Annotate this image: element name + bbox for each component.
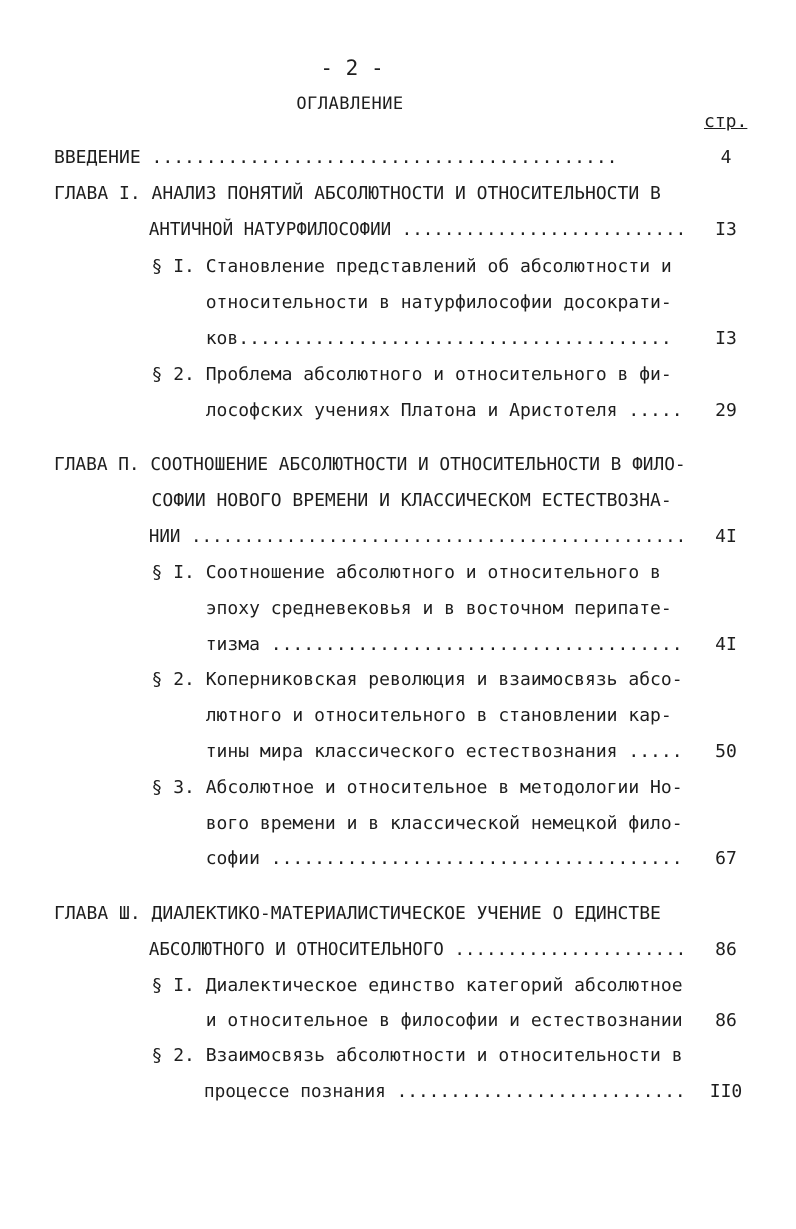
toc-line: НИИ ............................................... xyxy=(54,527,687,547)
toc-line: процессе познания ........................... xyxy=(54,1081,686,1102)
toc-page-number: 86 xyxy=(715,1010,737,1031)
toc-line: и относительное в философии и естествознании xyxy=(54,1010,683,1031)
toc-line: ВВЕДЕНИЕ ........................................... xyxy=(54,147,618,168)
toc-line: лютного и относительного в становлении кар- xyxy=(54,705,672,726)
toc-line: СОФИИ НОВОГО ВРЕМЕНИ И КЛАССИЧЕСКОМ ЕСТЕСТВОЗНА- xyxy=(54,490,672,511)
toc-line: ков........................................ xyxy=(54,328,672,349)
toc-line: § I. Становление представлений об абсолютности и xyxy=(54,256,672,277)
toc-line: вого времени и в классической немецкой фило- xyxy=(54,813,683,834)
toc-line: § 2. Коперниковская революция и взаимосвязь абсо- xyxy=(54,669,683,690)
toc-line: ГЛАВА П. СООТНОШЕНИЕ АБСОЛЮТНОСТИ И ОТНОСИТЕЛЬНОСТИ В ФИЛО- xyxy=(54,454,686,475)
page-number: - 2 - xyxy=(320,56,384,80)
toc-line: ГЛАВА I. АНАЛИЗ ПОНЯТИЙ АБСОЛЮТНОСТИ И ОТНОСИТЕЛЬНОСТИ В xyxy=(54,183,661,204)
toc-line: тизма ...................................... xyxy=(54,634,683,655)
toc-page-number: II0 xyxy=(709,1081,743,1102)
toc-page-number: 4I xyxy=(715,634,737,655)
toc-line: софии ...................................... xyxy=(54,848,683,869)
toc-page-number: I3 xyxy=(715,219,737,240)
toc-line: тины мира классического естествознания ..... xyxy=(54,741,683,762)
toc-heading: ОГЛАВЛЕНИЕ xyxy=(296,94,404,114)
toc-line: АБСОЛЮТНОГО И ОТНОСИТЕЛЬНОГО ...................... xyxy=(54,940,687,960)
toc-line: § 2. Проблема абсолютного и относительного в фи- xyxy=(54,364,672,385)
toc-line: АНТИЧНОЙ НАТУРФИЛОСОФИИ ........................... xyxy=(54,220,687,240)
toc-line: § I. Соотношение абсолютного и относительного в xyxy=(54,562,661,583)
toc-page-number: I3 xyxy=(715,328,737,349)
toc-page-number: 4I xyxy=(715,526,737,547)
toc-line: эпоху средневековья и в восточном перипате- xyxy=(54,598,672,619)
toc-line: лософских учениях Платона и Аристотеля ..... xyxy=(54,400,683,421)
toc-page-number: 29 xyxy=(715,400,737,421)
toc-line: ГЛАВА Ш. ДИАЛЕКТИКО-МАТЕРИАЛИСТИЧЕСКОЕ УЧЕНИЕ О ЕДИНСТВЕ xyxy=(54,903,661,924)
toc-page-number: 86 xyxy=(715,939,737,960)
toc-line: относительности в натурфилософии досократи- xyxy=(54,292,672,313)
toc-page-number: 67 xyxy=(715,848,737,869)
toc-line: § 2. Взаимосвязь абсолютности и относительности в xyxy=(54,1045,683,1066)
toc-line: § 3. Абсолютное и относительное в методологии Но- xyxy=(54,777,683,798)
toc-page-number: 4 xyxy=(720,147,732,168)
toc-page-number: 50 xyxy=(715,741,737,762)
page-column-label: стр. xyxy=(704,111,748,132)
toc-line: § I. Диалектическое единство категорий абсолютное xyxy=(54,975,683,996)
